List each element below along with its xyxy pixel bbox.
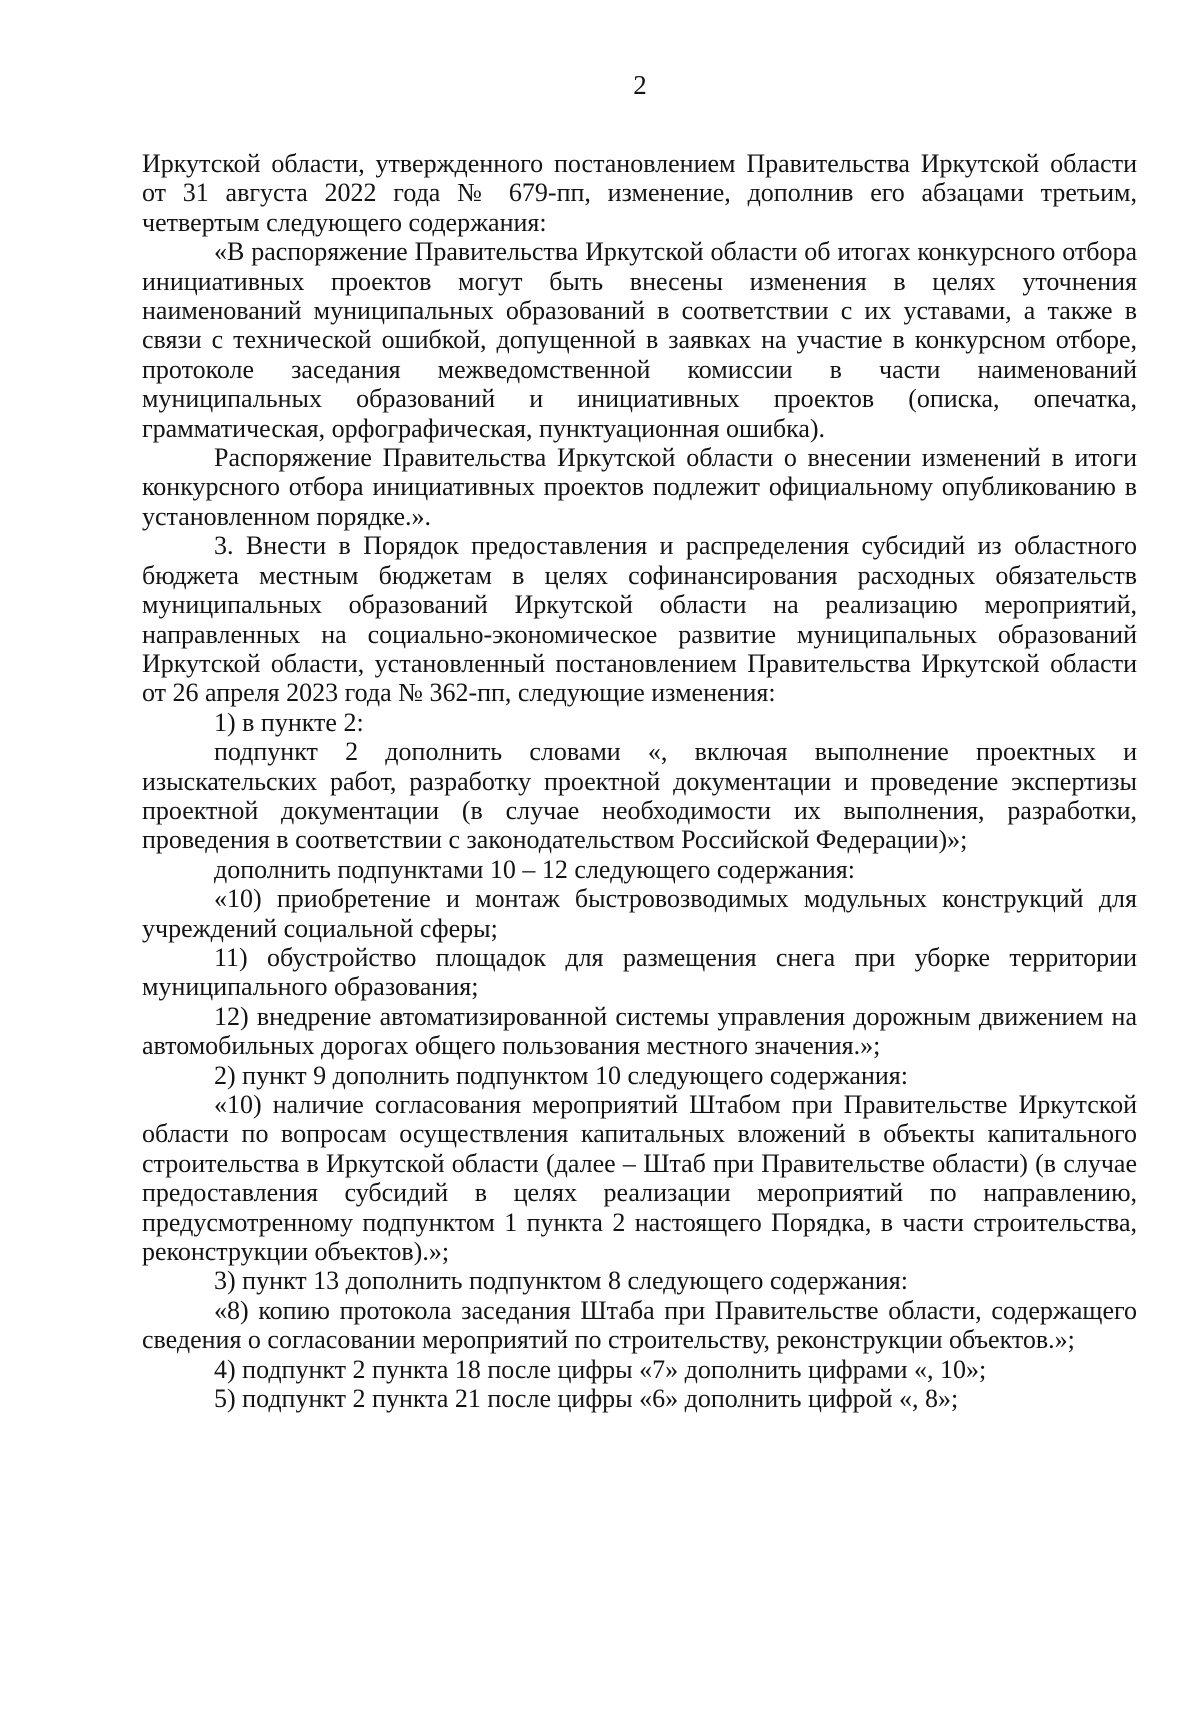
paragraph-item-3: 3. Внести в Порядок предоставления и распределения субсидий из областного бюджета местным бюджетам в целях софинансирования расходных обязательств муниципальных образований Иркутской области на реализацию мероприятий, направленных на социально-экономическое развитие муниципальных образований Иркутской области, установленный постановлением Правительства Иркутской области от 26 апреля 2023 года № 362-пп, следующие изменения:: [142, 531, 1137, 708]
paragraph-subclause-2: подпункт 2 дополнить словами «, включая выполнение проектных и изыскательских работ, разработку проектной документации и проведение экспертизы проектной документации (в случае необходимости их выполнения, разработки, проведения в соответствии с законодательством Российской Федерации)»;: [142, 737, 1137, 855]
paragraph-subclause-8: «8) копию протокола заседания Штаба при Правительстве области, содержащего сведения о согласовании мероприятий по строительству, реконструкции объектов.»;: [142, 1295, 1137, 1355]
paragraph-subclause-12: 12) внедрение автоматизированной системы управления дорожным движением на автомобильных дорогах общего пользования местного значения.»;: [142, 1001, 1137, 1061]
document-body: [142, 149, 1137, 1413]
page-number: 2: [633, 70, 647, 100]
paragraph-subitem-4: 4) подпункт 2 пункта 18 после цифры «7» дополнить цифрами «, 10»;: [214, 1354, 987, 1384]
paragraph-subitem-5: 5) подпункт 2 пункта 21 после цифры «6» дополнить цифрой «, 8»;: [214, 1384, 959, 1414]
paragraph-subclause-10: «10) приобретение и монтаж быстровозводимых модульных конструкций для учреждений социальной сферы;: [142, 884, 1137, 943]
paragraph-quote-amendment: «В распоряжение Правительства Иркутской области об итогах конкурсного отбора инициативных проектов могут быть внесены изменения в целях уточнения наименований муниципальных образований в соответствии с их уставами, а также в связи с технической ошибкой, допущенной в заявках на участие в конкурсном отборе, протоколе заседания межведомственной комиссии в части наименований муниципальных образований и инициативных проектов (описка, опечатка, грамматическая, орфографическая, пунктуационная ошибка).: [142, 237, 1137, 443]
paragraph-subclause-10-shtab: «10) наличие согласования мероприятий Штабом при Правительстве Иркутской области по вопросам осуществления капитальных вложений в объекты капитального строительства в Иркутской области (далее – Штаб при Правительстве области) (в случае предоставления субсидий в целях реализации мероприятий по направлению, предусмотренному подпунктом 1 пункта 2 настоящего Порядка, в части строительства, реконструкции объектов).»;: [142, 1090, 1137, 1267]
paragraph-intro: Иркутской области, утвержденного постановлением Правительства Иркутской области от 31 августа 2022 года № 679-пп, изменение, дополнив его абзацами третьим, четвертым следующего содержания:: [142, 149, 1137, 237]
paragraph-subitem-2: 2) пункт 9 дополнить подпунктом 10 следующего содержания:: [214, 1060, 908, 1090]
paragraph-add-subclauses: дополнить подпунктами 10 – 12 следующего содержания:: [214, 854, 855, 884]
paragraph-subclause-11: 11) обустройство площадок для размещения снега при уборке территории муниципального образования;: [142, 942, 1137, 1002]
paragraph-subitem-3: 3) пункт 13 дополнить подпунктом 8 следующего содержания:: [214, 1266, 908, 1296]
paragraph-publication: Распоряжение Правительства Иркутской области о внесении изменений в итоги конкурсного отбора инициативных проектов подлежит официальному опубликованию в установленном порядке.».: [142, 443, 1137, 531]
paragraph-subitem-1: 1) в пункте 2:: [214, 707, 364, 737]
